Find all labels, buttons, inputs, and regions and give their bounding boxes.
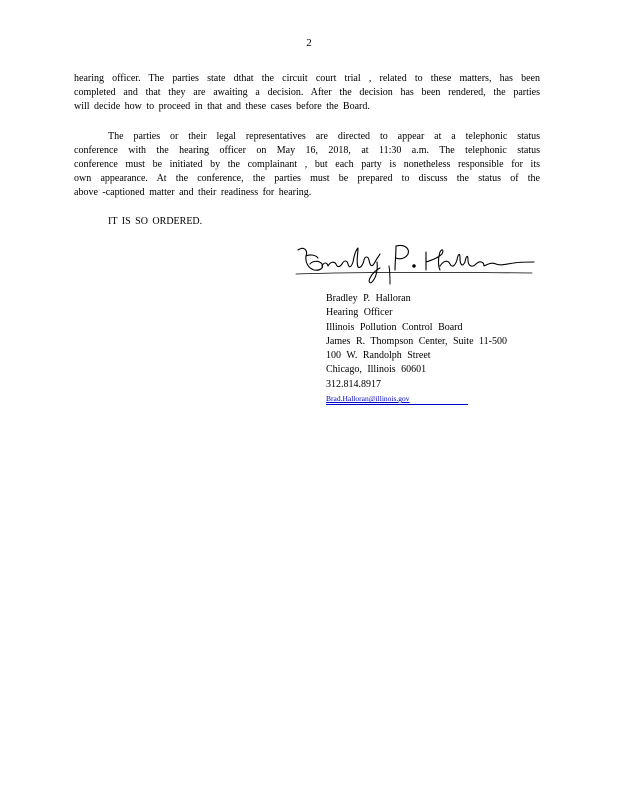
phone-number: 312.814.8917	[326, 378, 381, 390]
paragraph-line: conference with the hearing officer on May 16, 2018, at 11:30 a.m. The telephonic status	[74, 145, 540, 156]
email-link[interactable]: Brad.Halloran@illinois.gov	[326, 394, 468, 405]
signer-title: Hearing Officer	[326, 307, 393, 319]
signer-organization: Illinois Pollution Control Board	[326, 321, 463, 333]
paragraph-line: will decide how to proceed in that and these cases before the Board.	[74, 101, 370, 112]
signature-image	[292, 240, 537, 290]
address-line-1: James R. Thompson Center, Suite 11-500	[326, 335, 507, 347]
address-line-2: 100 W. Randolph Street	[326, 350, 431, 362]
paragraph-line: conference must be initiated by the complainant , but each party is nonetheless responsible for its	[74, 159, 540, 170]
body-paragraph-status	[74, 72, 540, 114]
handwritten-signature	[292, 240, 537, 290]
city-state-zip: Chicago, Illinois 60601	[326, 364, 427, 376]
signature-block	[326, 292, 507, 406]
body-paragraph-directive	[74, 130, 540, 200]
paragraph-line: completed and that they are awaiting a decision. After the decision has been rendered, the parties	[74, 87, 540, 98]
closing-order: IT IS SO ORDERED.	[108, 216, 203, 227]
page-number: 2	[306, 37, 312, 49]
signer-name: Bradley P. Halloran	[326, 293, 411, 304]
paragraph-line: The parties or their legal representatives are directed to appear at a telephonic status	[108, 131, 540, 142]
paragraph-line: hearing officer. The parties state dthat the circuit court trial , related to these matters, has been	[74, 73, 540, 84]
paragraph-line: own appearance. At the conference, the parties must be prepared to discuss the status of the	[74, 173, 540, 184]
paragraph-line: above -captioned matter and their readiness for hearing.	[74, 187, 312, 198]
